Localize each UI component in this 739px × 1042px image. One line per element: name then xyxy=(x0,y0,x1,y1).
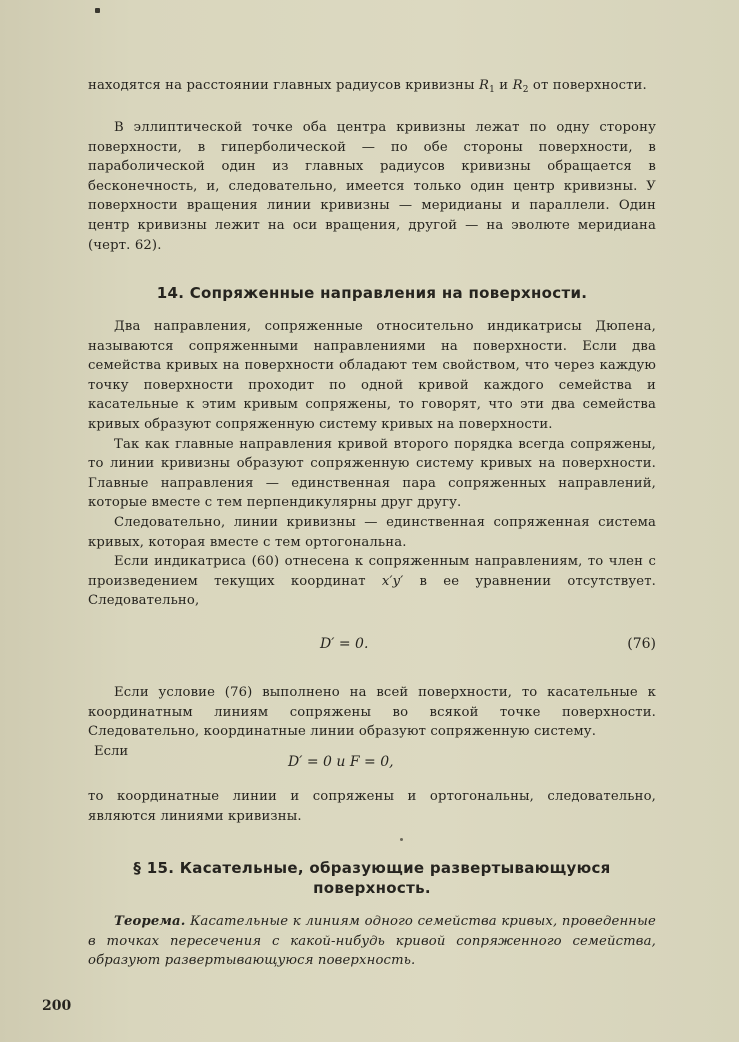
theorem-text: Касательные к линиям одного семейства кривых, проведенные в точках пересечения с какой-нибудь кривой сопряженного семейства, образуют развертывающуюся поверхность. xyxy=(88,914,656,969)
section-15-heading-line-1: § 15. Касательные, образующие развертывающуюся xyxy=(133,859,611,877)
theorem-label: Теорема. xyxy=(114,914,186,929)
para-14-4: Если индикатриса (60) отнесена к сопряженным направлениям, то член с произведением текущих координат x′y′ в ее уравнении отсутствует. Следовательно, xyxy=(88,554,656,609)
para-14-5: Если условие (76) выполнено на всей поверхности, то касательные к координатным линиям сопряжены во всякой точке поверхности. Следовательно, координатные линии образуют сопряженную систему. xyxy=(88,685,656,740)
elliptic-paragraph xyxy=(88,118,656,255)
section-14-body-2 xyxy=(88,683,656,742)
para-14-1: Два направления, сопряженные относительно индикатрисы Дюпена, называются сопряженными направлениями на поверхности. Если два семейства кривых на поверхности обладают тем свойством, что через каждую точку поверхности проходит по одной кривой каждого семейства и касательные к этим кривым сопряжены, то говорят, что эти два семейства кривых образуют сопряженную систему кривых на поверхности. xyxy=(88,319,656,432)
section-14-heading: 14. Сопряженные направления на поверхности. xyxy=(156,284,588,302)
para-14-7: то координатные линии и сопряжены и ортогональны, следовательно, являются линиями кривизны. xyxy=(88,789,656,824)
section-15-heading-line-2: поверхность. xyxy=(313,879,431,897)
page-number: 200 xyxy=(42,998,72,1014)
section-14-body-3 xyxy=(88,787,656,826)
theorem xyxy=(88,912,656,971)
para-14-6-lead: Если xyxy=(94,744,129,759)
speck xyxy=(400,838,403,841)
equation-76-row xyxy=(88,636,656,660)
para-elliptic: В эллиптической точке оба центра кривизны лежат по одну сторону поверхности, в гиперболической — по обе стороны поверхности, в параболической один из главных радиусов кривизны обращается в бесконечность, и, следовательно, имеется только один центр кривизны. У поверхности вращения линии кривизны — меридианы и параллели. Один центр кривизны лежит на оси вращения, другой — на эволюте меридиана (черт. 62). xyxy=(88,120,656,253)
equation-76: D′ = 0. xyxy=(320,636,369,652)
equation-76-number: (76) xyxy=(627,636,656,652)
section-14-body xyxy=(88,317,656,611)
para-14-2: Так как главные направления кривой второго порядка всегда сопряжены, то линии кривизны образуют сопряженную систему кривых на поверхности. Главные направления — единственная пара сопряженных направлений, которые вместе с тем перпендикулярны друг другу. xyxy=(88,436,656,511)
section-15-heading-block xyxy=(88,858,656,898)
xy-product: x′y′ xyxy=(381,573,404,589)
section-14-heading-block xyxy=(88,283,656,303)
equation-df-row xyxy=(88,744,656,772)
continuation-paragraph xyxy=(88,76,656,101)
para-top: находятся на расстоянии главных радиусов кривизны $R_1$ и $R_2$ от поверхности. xyxy=(88,78,647,95)
theorem-block xyxy=(88,912,656,971)
equation-df: D′ = 0 и F = 0, xyxy=(288,754,394,770)
print-mark xyxy=(95,8,100,13)
para-14-3: Следовательно, линии кривизны — единственная сопряженная система кривых, которая вместе с тем ортогональна. xyxy=(88,514,656,550)
